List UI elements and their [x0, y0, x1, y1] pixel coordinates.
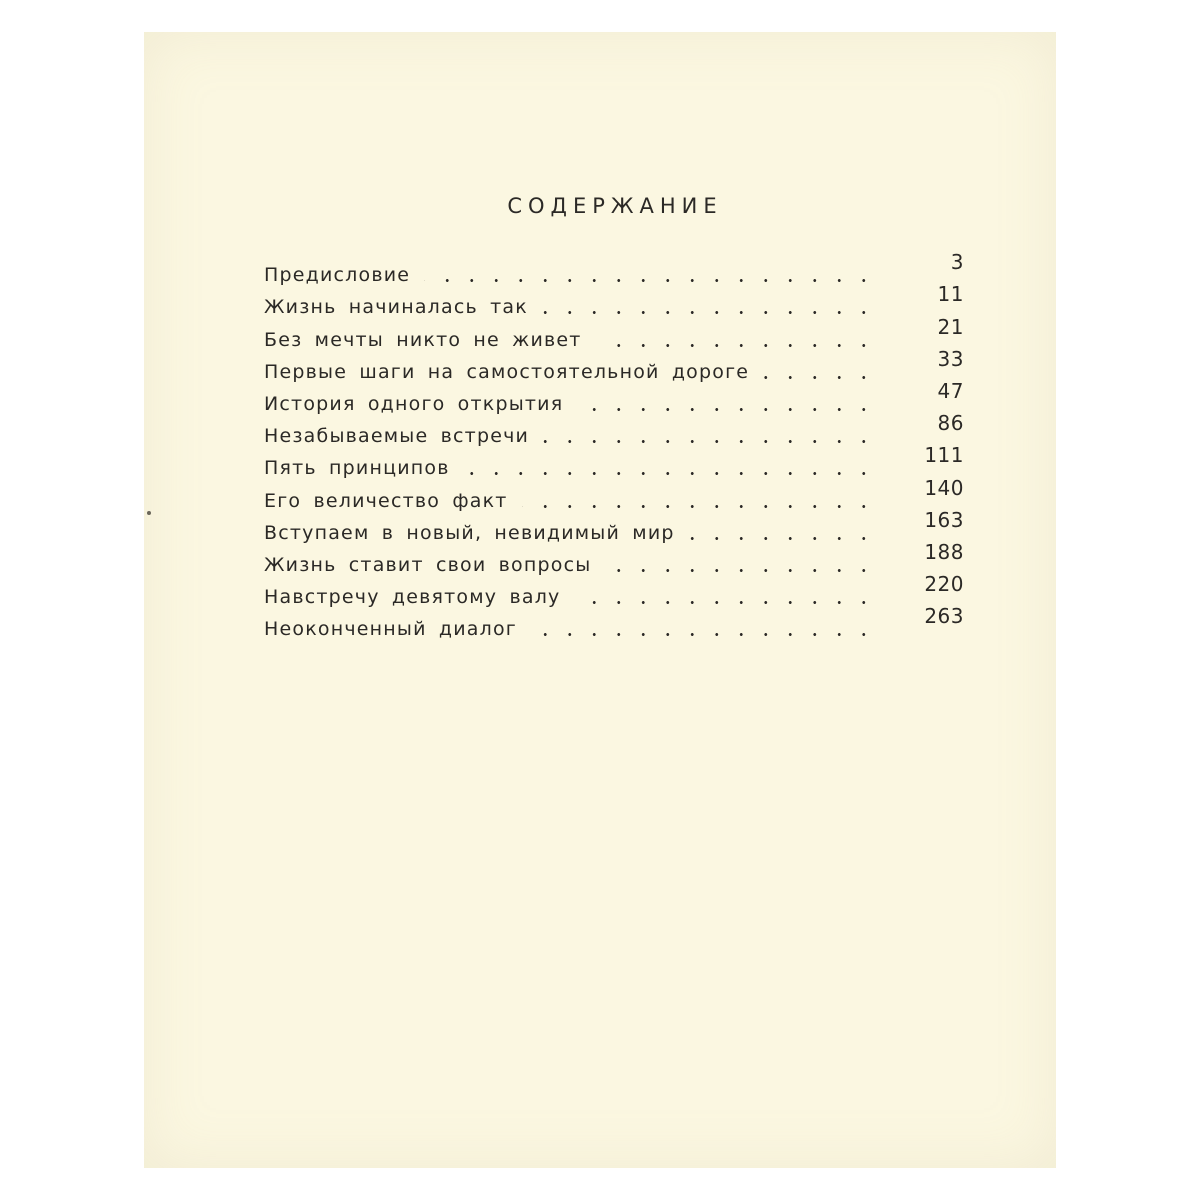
toc-entry-title: Пять принципов — [264, 457, 450, 480]
toc-entry-title: Неоконченный диалог — [264, 618, 517, 641]
toc-entry — [264, 282, 964, 320]
toc-entry — [264, 411, 964, 449]
toc-entry-page: 11 — [937, 282, 964, 307]
toc-entry-page: 163 — [924, 507, 964, 532]
toc-entry — [264, 475, 964, 513]
toc-entry-page: 140 — [924, 475, 964, 500]
table-of-contents — [264, 250, 964, 642]
toc-entry — [264, 250, 964, 288]
toc-entry-page: 86 — [937, 411, 964, 436]
leader-dots — [763, 376, 876, 379]
toc-entry-page: 21 — [937, 314, 964, 339]
toc-entry — [264, 314, 964, 352]
toc-entry — [264, 539, 964, 578]
toc-entry — [264, 572, 964, 610]
toc-entry — [264, 443, 964, 481]
toc-entry-title: История одного открытия — [264, 392, 564, 415]
toc-entry-title: Его величество факт — [264, 489, 508, 512]
leader-dots — [577, 408, 876, 411]
toc-entry-title: Навстречу девятому валу — [264, 586, 561, 609]
leader-dots — [575, 601, 876, 604]
book-page — [144, 32, 1056, 1168]
leader-dots — [522, 505, 876, 508]
toc-entry-page: 47 — [937, 378, 964, 403]
toc-entry-page: 3 — [950, 250, 964, 275]
toc-entry-title: Незабываемые встречи — [264, 425, 530, 448]
toc-entry-page: 33 — [937, 346, 964, 371]
toc-entry-page: 111 — [924, 443, 964, 468]
leader-dots — [531, 633, 876, 636]
toc-entry-page: 188 — [924, 539, 964, 564]
toc-entry-title: Без мечты никто не живет — [264, 328, 582, 351]
leader-dots — [689, 537, 876, 540]
toc-entry-title: Первые шаги на самостоятельной дороге — [264, 360, 750, 383]
toc-entry-page: 263 — [924, 604, 964, 629]
leader-dots — [424, 279, 876, 282]
toc-entry — [264, 378, 964, 417]
toc-entry — [264, 604, 964, 642]
ink-speck — [147, 511, 151, 515]
toc-entry — [264, 507, 964, 546]
leader-dots — [464, 472, 876, 475]
leader-dots — [596, 344, 876, 347]
leader-dots — [543, 440, 876, 443]
contents-heading: СОДЕРЖАНИЕ — [507, 194, 723, 218]
toc-entry-page: 220 — [924, 572, 964, 597]
toc-entry — [264, 346, 964, 385]
toc-entry-title: Жизнь ставит свои вопросы — [264, 553, 592, 576]
toc-entry-title: Жизнь начиналась так — [264, 296, 528, 319]
leader-dots — [542, 311, 876, 314]
toc-entry-title: Предисловие — [264, 264, 411, 287]
toc-entry-title: Вступаем в новый, невидимый мир — [264, 521, 675, 544]
leader-dots — [605, 569, 876, 572]
